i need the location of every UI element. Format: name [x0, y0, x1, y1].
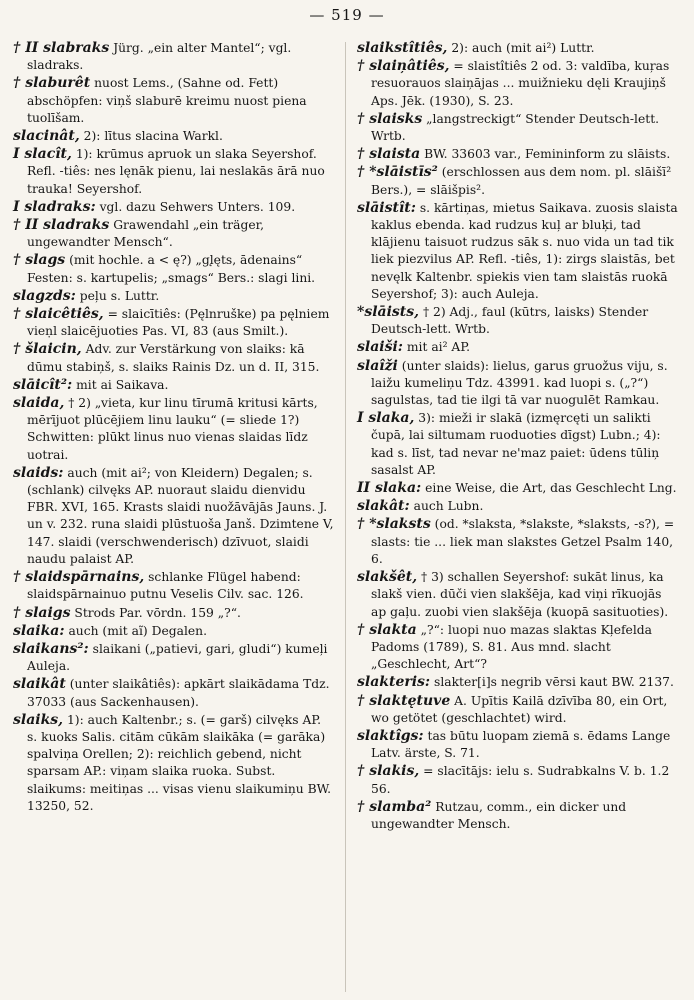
- entry-definition: „?“: luopi nuo mazas slaktas Kļefelda Padoms (1789), S. 81. Aus mnd. slacht „Geschlecht, Art“?: [371, 622, 652, 672]
- entry-headword: † slakis,: [357, 763, 420, 780]
- entry-headword: slaikans²:: [13, 640, 89, 657]
- entry-headword: † slaicêtiês,: [13, 306, 104, 323]
- entry-headword: slaktîgs:: [357, 727, 424, 744]
- entry-definition: mit ai Saikava.: [76, 377, 169, 392]
- dictionary-entry: [13, 605, 335, 622]
- dictionary-entry: [13, 395, 335, 464]
- entry-definition: auch (mit aĩ) Degalen.: [68, 623, 208, 638]
- dictionary-entry: [357, 693, 679, 727]
- entry-definition: (od. *slaksta, *slakste, *slaksts, -s?), = slasts: tie ... liek man slakstes Getzel Psalm 140, 6.: [371, 517, 675, 566]
- dictionary-entry: [357, 58, 679, 110]
- dictionary-entry: [357, 164, 679, 198]
- entry-definition: vgl. dazu Sehwers Unters. 109.: [99, 199, 296, 214]
- dictionary-entry: [13, 712, 335, 815]
- entry-definition: slakter[i]s negrib vērsi kaut BW. 2137.: [434, 675, 674, 690]
- entry-headword: II slaka:: [357, 480, 422, 497]
- dictionary-entry: [357, 498, 679, 515]
- dictionary-entry: [13, 217, 335, 251]
- entry-definition: mit ai² AP.: [406, 340, 471, 355]
- entry-headword: † slakta: [357, 621, 417, 638]
- dictionary-entry: [13, 146, 335, 198]
- entry-headword: slāistît:: [357, 199, 416, 216]
- entry-definition: † 2) „vieta, kur linu tīrumā kritusi kārts, mērījuot plūcējiem linu lauku“ (= sliede 1?) Schwitten: plūkt linus nuo vienas slaidas līdz uotrai.: [27, 396, 318, 462]
- entry-definition: 1): krūmus apruok un slaka Seyershof. Refl. -tiês: nes lęnāk pienu, lai neslakās ārā nuo trauka! Seyershof.: [27, 147, 325, 196]
- dictionary-entry: [357, 146, 679, 163]
- entry-definition: Grawendahl „ein träger, ungewandter Mensch“.: [27, 218, 265, 250]
- dictionary-entry: [357, 622, 679, 674]
- entry-definition: † 3) schallen Seyershof: sukāt linus, ka slakš vien. dūči vien slakšēja, kad viņi rīkuojās ap gaļu. zuobi vien slakšēja (kuopā sasituoties).: [371, 570, 669, 619]
- entry-definition: tas būtu luopam ziemā s. ēdams Lange Latv. ärste, S. 71.: [371, 728, 671, 761]
- dictionary-entry: [13, 377, 335, 394]
- entry-definition: (unter slaids): lielus, garus gruožus viju, s. laižu kumeliņu Tdz. 43991. kad luopi s. („?“) sagulstas, tad tie ilgi tā var nuogulēt Ramkau.: [371, 358, 668, 408]
- entry-headword: slakât:: [357, 498, 410, 515]
- entry-definition: auch Lubn.: [413, 499, 484, 514]
- dictionary-entry: [13, 288, 335, 305]
- entry-headword: slaikstîtiês,: [357, 40, 448, 56]
- dictionary-entry: [357, 111, 679, 145]
- entry-headword: † slaisks: [357, 110, 423, 127]
- entry-headword: slaika:: [13, 622, 65, 639]
- entry-definition: Strods Par. vōrdn. 159 „?“.: [74, 605, 241, 620]
- entry-definition: = slaicītiês: (Pęlnruške) pa pęlniem vieṇl slaicējuoties Pas. VI, 83 (aus Smilt.).: [27, 307, 330, 339]
- entry-headword: slāicît²:: [13, 376, 73, 393]
- entry-headword: slaida,: [13, 395, 65, 412]
- entry-definition: = slacītājs: ielu s. Sudrabkalns V. b. 1.2 56.: [371, 764, 670, 796]
- entry-headword: † II slabraks: [13, 40, 110, 56]
- dictionary-entry: [357, 516, 679, 568]
- page-number: — 519 —: [309, 6, 385, 24]
- entry-definition: 2): auch (mit ai²) Luttr.: [451, 41, 595, 55]
- entry-headword: † šlaicin,: [13, 341, 82, 358]
- dictionary-entry: [13, 465, 335, 568]
- entry-definition: (erschlossen aus dem nom. pl. slāišī² Bers.), = slāišpis².: [371, 165, 672, 197]
- entry-headword: *slāists,: [357, 304, 420, 321]
- entry-headword: slacinât,: [13, 128, 80, 145]
- dictionary-entry: [357, 674, 679, 691]
- entry-headword: † slaidspārnains,: [13, 569, 145, 586]
- entry-headword: † II sladraks: [13, 217, 110, 234]
- dictionary-entry: [357, 304, 679, 338]
- entry-headword: slaids:: [13, 464, 64, 481]
- entry-definition: s. kārtiņas, mietus Saikava. zuosis slaista kaklus ebenda. kad rudzus kuļ ar bluķi, tad klājienu taisuot rudzus sāk s. nuo vida un tad tik liek piezvilus AP. Refl. -tiês, 1): zirgs slaistās, bet nevęlk Kaltenbr. spiekis vien tam slaistās ruokā Seyershof; 3): auch Auleja.: [371, 200, 678, 301]
- dictionary-entry: [13, 676, 335, 710]
- entry-headword: slakteris:: [357, 674, 431, 691]
- dictionary-entry: [13, 623, 335, 640]
- dictionary-entry: [13, 75, 335, 127]
- dictionary-entry: [13, 199, 335, 216]
- entry-headword: † *slaksts: [357, 516, 431, 533]
- entry-headword: † *slāistīs²: [357, 164, 438, 181]
- dictionary-entry: [357, 200, 679, 303]
- dictionary-entry: [357, 358, 679, 410]
- dictionary-entry: [13, 569, 335, 603]
- entry-definition: eine Weise, die Art, das Geschlecht Lng.: [425, 481, 677, 496]
- entry-definition: nuost Lems., (Sahne od. Fett) abschöpfen: viņš slaburē kreimu nuost piena tuolīšam.: [27, 76, 307, 125]
- entry-definition: Adv. zur Verstärkung von slaiks: kā dūmu stabiņš, s. slaiks Rainis Dz. un d. II, 315.: [27, 342, 320, 374]
- entry-headword: † slaigs: [13, 604, 71, 621]
- dictionary-entry: [357, 728, 679, 762]
- entry-headword: slagzds:: [13, 287, 76, 304]
- entry-headword: † slaista: [357, 146, 421, 163]
- entry-headword: † slaktętuve: [357, 692, 451, 709]
- entry-definition: BW. 33603 var., Femininform zu slāists.: [424, 147, 671, 162]
- entry-definition: 2): lītus slacina Warkl.: [83, 129, 223, 144]
- entry-definition: 3): mieži ir slakā (izmęrcęti un salikti čupā, lai siltumam ruoduoties dīgst) Lubn.; 4): kad s. līst, tad nevar ne'maz paiet: ūdens tūliņ sasalst AP.: [371, 411, 661, 477]
- entry-headword: slaiši:: [357, 339, 403, 356]
- entry-headword: I sladraks:: [13, 198, 96, 215]
- entry-headword: † slaiņâtiês,: [357, 58, 450, 75]
- entry-definition: = slaistîtiês 2 od. 3: valdība, kuŗas resuorauos slaiņājas ... muižnieku dęli Kraujiņš Aps. Jēk. (1930), S. 23.: [371, 59, 670, 108]
- entry-headword: slaikât: [13, 676, 66, 693]
- entry-definition: Rutzau, comm., ein dicker und ungewandter Mensch.: [371, 799, 627, 831]
- entry-headword: slaîži: [357, 357, 398, 374]
- entry-headword: † slamba²: [357, 798, 432, 815]
- left-column: [13, 40, 335, 816]
- entry-definition: „langstreckigt“ Stender Deutsch-lett. Wrtb.: [371, 111, 660, 144]
- column-divider: [345, 42, 346, 992]
- entry-definition: schlanke Flügel habend: slaidspārnainuo putnu Veselis Cilv. sac. 126.: [27, 570, 304, 602]
- right-column: [357, 40, 679, 834]
- entry-headword: † slaburêt: [13, 75, 91, 92]
- dictionary-entry: [13, 128, 335, 145]
- entry-definition: 1): auch Kaltenbr.; s. (= garš) cilvęks AP. s. kuoks Salis. citām cūkām slaikāka (= garāka) spalviņa Orellen; 2): reichlich gebend, nicht sparsam AP.: viņam slaika ruoka. Subst. slaikums: meitiņas ... visas vienu slaikumiņu BW. 13250, 52.: [27, 712, 332, 813]
- dictionary-entry: [13, 341, 335, 375]
- entry-definition: slaikani („patievi, gari, gludi“) kumeļi Auleja.: [27, 641, 328, 674]
- entry-definition: A. Upītis Kailā dzīvība 80, ein Ort, wo getötet (geschlachtet) wird.: [371, 693, 668, 725]
- dictionary-entry: [13, 641, 335, 675]
- entry-definition: † 2) Adj., faul (kūtrs, laisks) Stender Deutsch-lett. Wrtb.: [371, 305, 649, 337]
- dictionary-entry: [357, 799, 679, 833]
- dictionary-entry: [357, 410, 679, 479]
- dictionary-entry: [357, 569, 679, 621]
- dictionary-entry: [13, 40, 335, 74]
- entry-definition: (mit hochle. a < ę?) „gl̨ęts, ādenains“ Festen: s. kartupelis; „smags“ Bers.: slagi lini.: [27, 253, 316, 285]
- entry-definition: auch (mit ai²; von Kleidern) Degalen; s. (schlank) cilvęks AP. nuoraut slaidu dienvidu FBR. XVI, 165. Krasts slaidi nuožāvājās Jauns. J. un v. 232. runa slaidi plūstuoša Janš. Dzimtene V, 147. slaidi (verschwenderisch) dzīvuot, slaidi naudu palaist AP.: [27, 465, 334, 566]
- dictionary-entry: [357, 40, 679, 57]
- dictionary-entry: [357, 339, 679, 356]
- entry-headword: slakšêt,: [357, 569, 418, 586]
- entry-headword: I slaka,: [357, 410, 415, 427]
- entry-headword: † slags: [13, 252, 66, 269]
- dictionary-entry: [13, 252, 335, 286]
- dictionary-entry: [357, 480, 679, 497]
- dictionary-entry: [13, 306, 335, 340]
- entry-definition: Jürg. „ein alter Mantel“; vgl. sladraks.: [27, 41, 292, 73]
- entry-headword: slaiks,: [13, 711, 64, 728]
- dictionary-entry: [357, 763, 679, 797]
- entry-definition: peļu s. Luttr.: [79, 288, 160, 303]
- entry-definition: (unter slaikâtiês): apkārt slaikādama Tdz. 37033 (aus Sackenhausen).: [27, 677, 330, 709]
- entry-headword: I slacît,: [13, 146, 72, 163]
